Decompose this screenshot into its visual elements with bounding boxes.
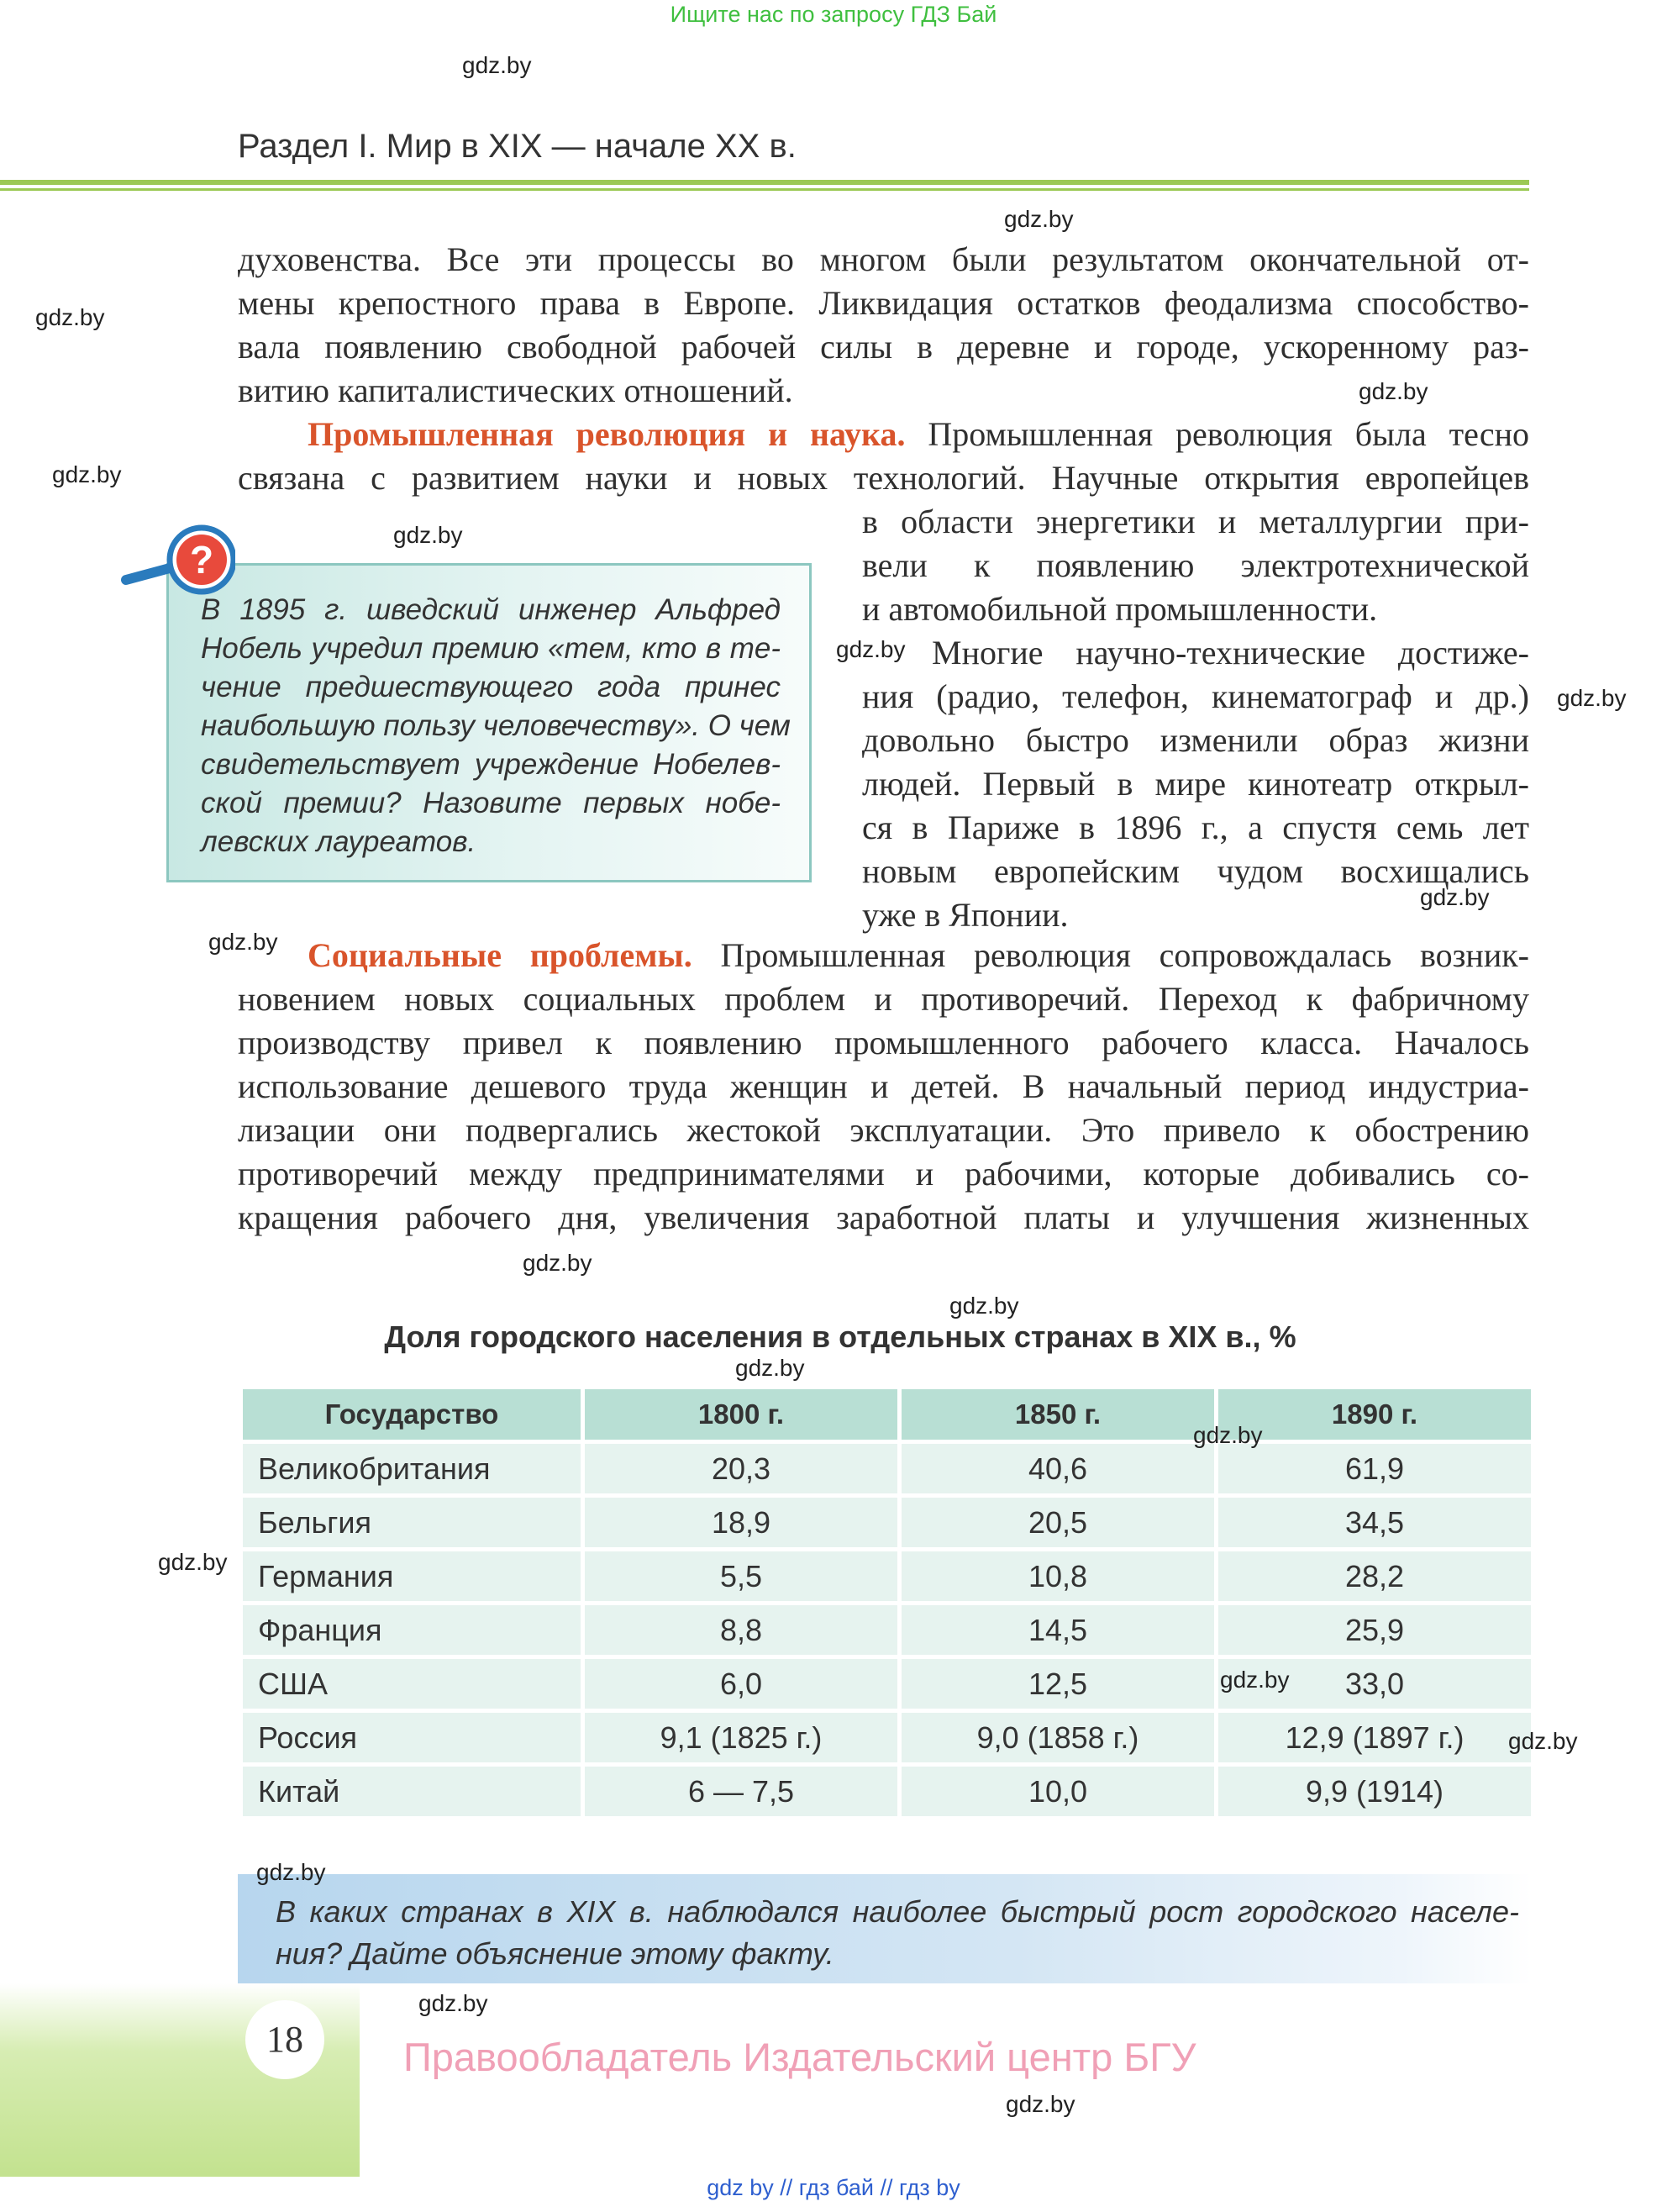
question-line: Нобель учредил премию «тем, кто в те- — [201, 632, 781, 665]
watermark: gdz.by — [1359, 378, 1428, 404]
text-line — [238, 413, 1529, 456]
heading-line-rest: Промышленная революция сопровождалась возник- — [692, 936, 1530, 974]
text-line: ся в Париже в 1896 г., а спустя семь лет — [862, 808, 1529, 846]
question-box — [166, 563, 812, 882]
question-line: левских лауреатов. — [201, 825, 476, 858]
question-line: В 1895 г. шведский инженер Альфред — [201, 593, 781, 626]
table-cell: 10,0 — [902, 1767, 1214, 1816]
table-header-cell: 1890 г. — [1218, 1389, 1531, 1440]
text-line: противоречий между предпринимателями и рабочими, которые добивались со- — [238, 1155, 1529, 1193]
section-header: Раздел I. Мир в XIX — начале XX в. — [238, 128, 797, 165]
task-line: В каких странах в XIX в. наблюдался наиболее быстрый рост городского населе- — [276, 1894, 1519, 1929]
magnifier-question-icon — [118, 519, 235, 603]
table-row — [243, 1444, 1531, 1493]
paragraph-social-problems — [238, 934, 1529, 1240]
table-cell: 9,9 (1914) — [1218, 1767, 1531, 1816]
watermark: gdz.by — [462, 52, 532, 78]
table-header-cell: 1800 г. — [585, 1389, 897, 1440]
table-cell: 6 — 7,5 — [585, 1767, 897, 1816]
watermark: gdz.by — [208, 929, 278, 955]
header-rule-thick — [0, 180, 1529, 185]
table-row — [243, 1498, 1531, 1547]
table-cell: 33,0 — [1218, 1659, 1531, 1709]
table-cell: 12,9 (1897 г.) — [1218, 1713, 1531, 1762]
watermark: gdz.by — [35, 304, 105, 330]
text-line: новым европейским чудом восхищались — [862, 852, 1529, 890]
table-cell: 25,9 — [1218, 1605, 1531, 1655]
watermark: gdz.by — [1557, 685, 1627, 711]
paragraph-industrial-revolution — [238, 413, 1529, 500]
text-line: и автомобильной промышленности. — [862, 590, 1378, 628]
section-heading-social: Социальные проблемы. — [308, 936, 692, 974]
text-line: вели к появлению электротехнической — [862, 546, 1529, 584]
watermark: gdz.by — [256, 1859, 326, 1885]
question-mark: ? — [189, 538, 214, 582]
table-cell: 10,8 — [902, 1551, 1214, 1601]
text-line: в области энергетики и металлургии при- — [862, 503, 1529, 540]
task-text — [276, 1891, 1519, 1975]
table-title-text: Доля городского населения в отдельных странах в XIX в., % — [384, 1319, 1296, 1354]
watermark: gdz.by — [836, 636, 906, 662]
table-title — [0, 1319, 1667, 1355]
table-cell-country: Германия — [243, 1551, 581, 1601]
table-row — [243, 1659, 1531, 1709]
text-line: кращения рабочего дня, увеличения заработной платы и улучшения жизненных — [238, 1198, 1529, 1236]
table-header-cell: 1850 г. — [902, 1389, 1214, 1440]
watermark: gdz.by — [1006, 2091, 1075, 2117]
table-cell: 28,2 — [1218, 1551, 1531, 1601]
task-line: ния? Дайте объяснение этому факту. — [276, 1936, 834, 1971]
text-line: людей. Первый в мире кинотеатр открыл- — [862, 765, 1529, 803]
text-line: мены крепостного права в Европе. Ликвидация остатков феодализма способство- — [238, 284, 1529, 322]
table-cell: 40,6 — [902, 1444, 1214, 1493]
text-line: использование дешевого труда женщин и детей. В начальный период индустриа- — [238, 1067, 1529, 1105]
question-line: чение предшествующего года принес — [201, 671, 781, 703]
table-cell: 8,8 — [585, 1605, 897, 1655]
watermark: gdz.by — [523, 1250, 592, 1276]
header-rule-thin — [0, 188, 1529, 191]
paragraph-industrial-revolution-narrow — [862, 500, 1529, 631]
question-line: наибольшую пользу человечеству». О чем — [201, 709, 791, 742]
text-line: новением новых социальных проблем и противоречий. Переход к фабричному — [238, 980, 1529, 1018]
text-line: уже в Японии. — [862, 896, 1069, 934]
urban-population-table — [239, 1385, 1535, 1820]
table-cell: 18,9 — [585, 1498, 897, 1547]
watermark: gdz.by — [949, 1293, 1019, 1319]
table-row — [243, 1713, 1531, 1762]
watermark: gdz.by — [1420, 884, 1490, 910]
table-cell: 9,1 (1825 г.) — [585, 1713, 897, 1762]
watermark: gdz.by — [52, 461, 122, 487]
question-box-text — [201, 591, 791, 861]
table-row — [243, 1551, 1531, 1601]
table-cell-country: Бельгия — [243, 1498, 581, 1547]
table-row — [243, 1767, 1531, 1816]
watermark: gdz.by — [418, 1990, 488, 2016]
watermark: gdz.by — [1220, 1667, 1290, 1693]
table-cell: 14,5 — [902, 1605, 1214, 1655]
table-cell: 20,5 — [902, 1498, 1214, 1547]
text-line: лизации они подвергались жестокой эксплуатации. Это привело к обострению — [238, 1111, 1529, 1149]
bottom-links[interactable]: gdz by // гдз бай // гдз by — [707, 2175, 960, 2200]
table-cell: 5,5 — [585, 1551, 897, 1601]
question-line: ской премии? Назовите первых нобе- — [201, 787, 781, 819]
text-line: вала появлению свободной рабочей силы в деревне и городе, ускоренному раз- — [238, 328, 1529, 366]
table-cell: 6,0 — [585, 1659, 897, 1709]
page-number: 18 — [245, 2000, 324, 2079]
top-banner[interactable]: Ищите нас по запросу ГДЗ Бай — [670, 2, 997, 27]
table-header-cell: Государство — [243, 1389, 581, 1440]
table-cell: 9,0 (1858 г.) — [902, 1713, 1214, 1762]
heading-line-rest: Промышленная революция была тесно — [905, 415, 1529, 453]
watermark: gdz.by — [1193, 1422, 1263, 1448]
text-line: Многие научно-технические достиже- — [932, 634, 1529, 672]
copyright-notice: Правообладатель Издательский центр БГУ — [403, 2035, 1196, 2079]
text-line: духовенства. Все эти процессы во многом были результатом окончательной от- — [238, 240, 1529, 278]
watermark: gdz.by — [735, 1355, 805, 1381]
watermark: gdz.by — [1004, 206, 1074, 232]
table-cell: 12,5 — [902, 1659, 1214, 1709]
task-box — [238, 1874, 1532, 1983]
table-cell: 61,9 — [1218, 1444, 1531, 1493]
table-cell: 20,3 — [585, 1444, 897, 1493]
text-line: производству привел к появлению промышленного рабочего класса. Началось — [238, 1024, 1529, 1061]
table-row — [243, 1605, 1531, 1655]
text-line — [238, 934, 1529, 977]
watermark: gdz.by — [393, 522, 463, 548]
table-cell-country: Китай — [243, 1767, 581, 1816]
question-line: свидетельствует учреждение Нобелев- — [201, 748, 781, 781]
text-line: ния (радио, телефон, кинематограф и др.) — [862, 677, 1529, 715]
text-line: довольно быстро изменили образ жизни — [862, 721, 1529, 759]
watermark: gdz.by — [158, 1549, 228, 1575]
table-cell-country: США — [243, 1659, 581, 1709]
text-line: связана с развитием науки и новых технологий. Научные открытия европейцев — [238, 459, 1529, 497]
table-header-row — [243, 1389, 1531, 1440]
paragraph-intro — [238, 238, 1529, 413]
watermark: gdz.by — [1508, 1728, 1578, 1754]
text-line: витию капиталистических отношений. — [238, 371, 793, 409]
section-heading-science: Промышленная революция и наука. — [308, 415, 906, 453]
table-cell-country: Россия — [243, 1713, 581, 1762]
table-cell-country: Великобритания — [243, 1444, 581, 1493]
table-cell: 34,5 — [1218, 1498, 1531, 1547]
table-cell-country: Франция — [243, 1605, 581, 1655]
